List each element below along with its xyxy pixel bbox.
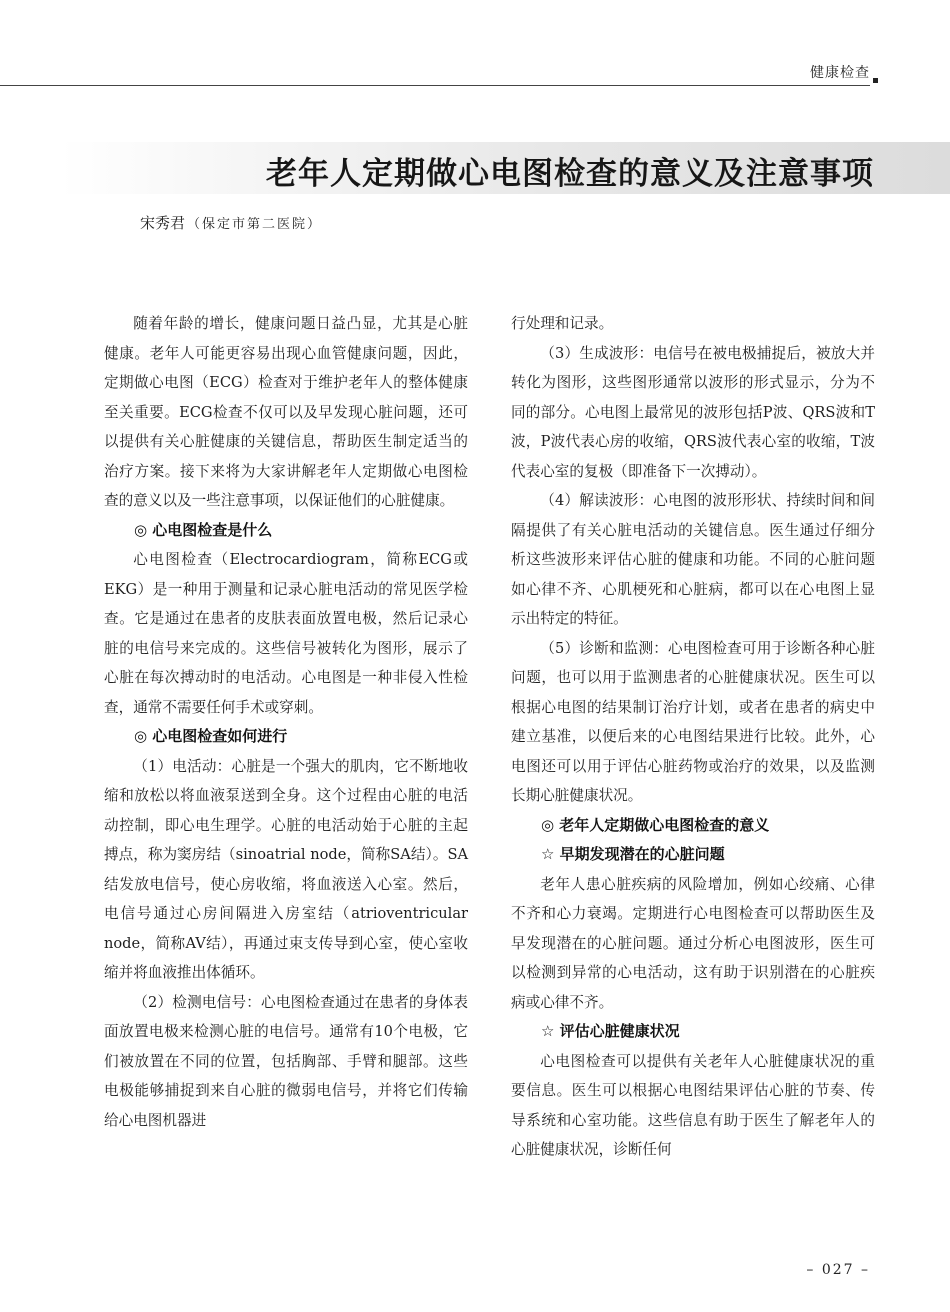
paragraph-continuation: 行处理和记录。 <box>511 315 614 332</box>
page-number: – 027 – <box>806 1262 870 1278</box>
paragraph: 心电图检查可以提供有关老年人心脏健康状况的重要信息。医生可以根据心电图结果评估心脏的节奏、传导系统和心室功能。这些信息有助于医生了解老年人的心脏健康状况，诊断任何 <box>511 1052 875 1158</box>
byline <box>140 212 322 233</box>
section-label: 健康检查 <box>810 65 870 81</box>
author-name: 宋秀君 <box>140 214 186 232</box>
section-heading: ◎ 心电图检查如何进行 <box>134 727 288 745</box>
subsection-heading: ☆ 评估心脏健康状况 <box>541 1022 680 1040</box>
paragraph: （1）电活动：心脏是一个强大的肌肉，它不断地收缩和放松以将血液泵送到全身。这个过程由心脏的电活动控制，即心电生理学。心脏的电活动始于心脏的主起搏点，称为窦房结（sinoatrial node，简称SA结）。SA结发放电信号，使心房收缩，将血液送入心室。然后，电信号通过心房间隔进入房室结（atrioventricular node，简称AV结），再通过束支传导到心室，使心室收缩并将血液推出体循环。 <box>104 757 468 981</box>
paragraph: （4）解读波形：心电图的波形形状、持续时间和间隔提供了有关心脏电活动的关键信息。医生通过仔细分析这些波形来评估心脏的健康和功能。不同的心脏问题如心律不齐、心肌梗死和心脏病，都可以在心电图上显示出特定的特征。 <box>511 492 875 627</box>
right-column <box>511 309 875 1165</box>
paragraph: （5）诊断和监测：心电图检查可用于诊断各种心脏问题，也可以用于监测患者的心脏健康状况。医生可以根据心电图的结果制订治疗计划，或者在患者的病史中建立基准，以便后来的心电图结果进行比较。此外，心电图还可以用于评估心脏药物或治疗的效果，以及监测长期心脏健康状况。 <box>511 639 875 804</box>
article-title: 老年人定期做心电图检查的意义及注意事项 <box>266 156 874 192</box>
paragraph: 随着年龄的增长，健康问题日益凸显，尤其是心脏健康。老年人可能更容易出现心血管健康问题，因此，定期做心电图（ECG）检查对于维护老年人的整体健康至关重要。ECG检查不仅可以及早发现心脏问题，还可以提供有关心脏健康的关键信息，帮助医生制定适当的治疗方案。接下来将为大家讲解老年人定期做心电图检查的意义以及一些注意事项，以保证他们的心脏健康。 <box>104 315 468 509</box>
paragraph: 心电图检查（Electrocardiogram，简称ECG或EKG）是一种用于测量和记录心脏电活动的常见医学检查。它是通过在患者的皮肤表面放置电极，然后记录心脏的电信号来完成的。这些信号被转化为图形，展示了心脏在每次搏动时的电活动。心电图是一种非侵入性检查，通常不需要任何手术或穿刺。 <box>104 551 468 716</box>
header-rule <box>0 85 870 86</box>
subsection-heading: ☆ 早期发现潜在的心脏问题 <box>541 845 725 863</box>
author-affiliation: （保定市第二医院） <box>187 217 323 232</box>
paragraph: （2）检测电信号：心电图检查通过在患者的身体表面放置电极来检测心脏的电信号。通常有10个电极，它们被放置在不同的位置，包括胸部、手臂和腿部。这些电极能够捕捉到来自心脏的微弱电信号，并将它们传输给心电图机器进 <box>104 993 468 1129</box>
section-heading: ◎ 心电图检查是什么 <box>134 520 273 539</box>
paragraph: （3）生成波形：电信号在被电极捕捉后，被放大并转化为图形，这些图形通常以波形的形式显示，分为不同的部分。心电图上最常见的波形包括P波、QRS波和T波，P波代表心房的收缩，QRS波代表心室的收缩，T波代表心室的复极（即准备下一次搏动）。 <box>511 344 875 480</box>
section-heading: ◎ 老年人定期做心电图检查的意义 <box>541 815 770 834</box>
header-square-marker <box>873 78 878 83</box>
paragraph: 老年人患心脏疾病的风险增加，例如心绞痛、心律不齐和心力衰竭。定期进行心电图检查可以帮助医生及早发现潜在的心脏问题。通过分析心电图波形，医生可以检测到异常的心电活动，这有助于识别潜在的心脏疾病或心律不齐。 <box>511 875 875 1011</box>
left-column <box>104 309 468 1135</box>
